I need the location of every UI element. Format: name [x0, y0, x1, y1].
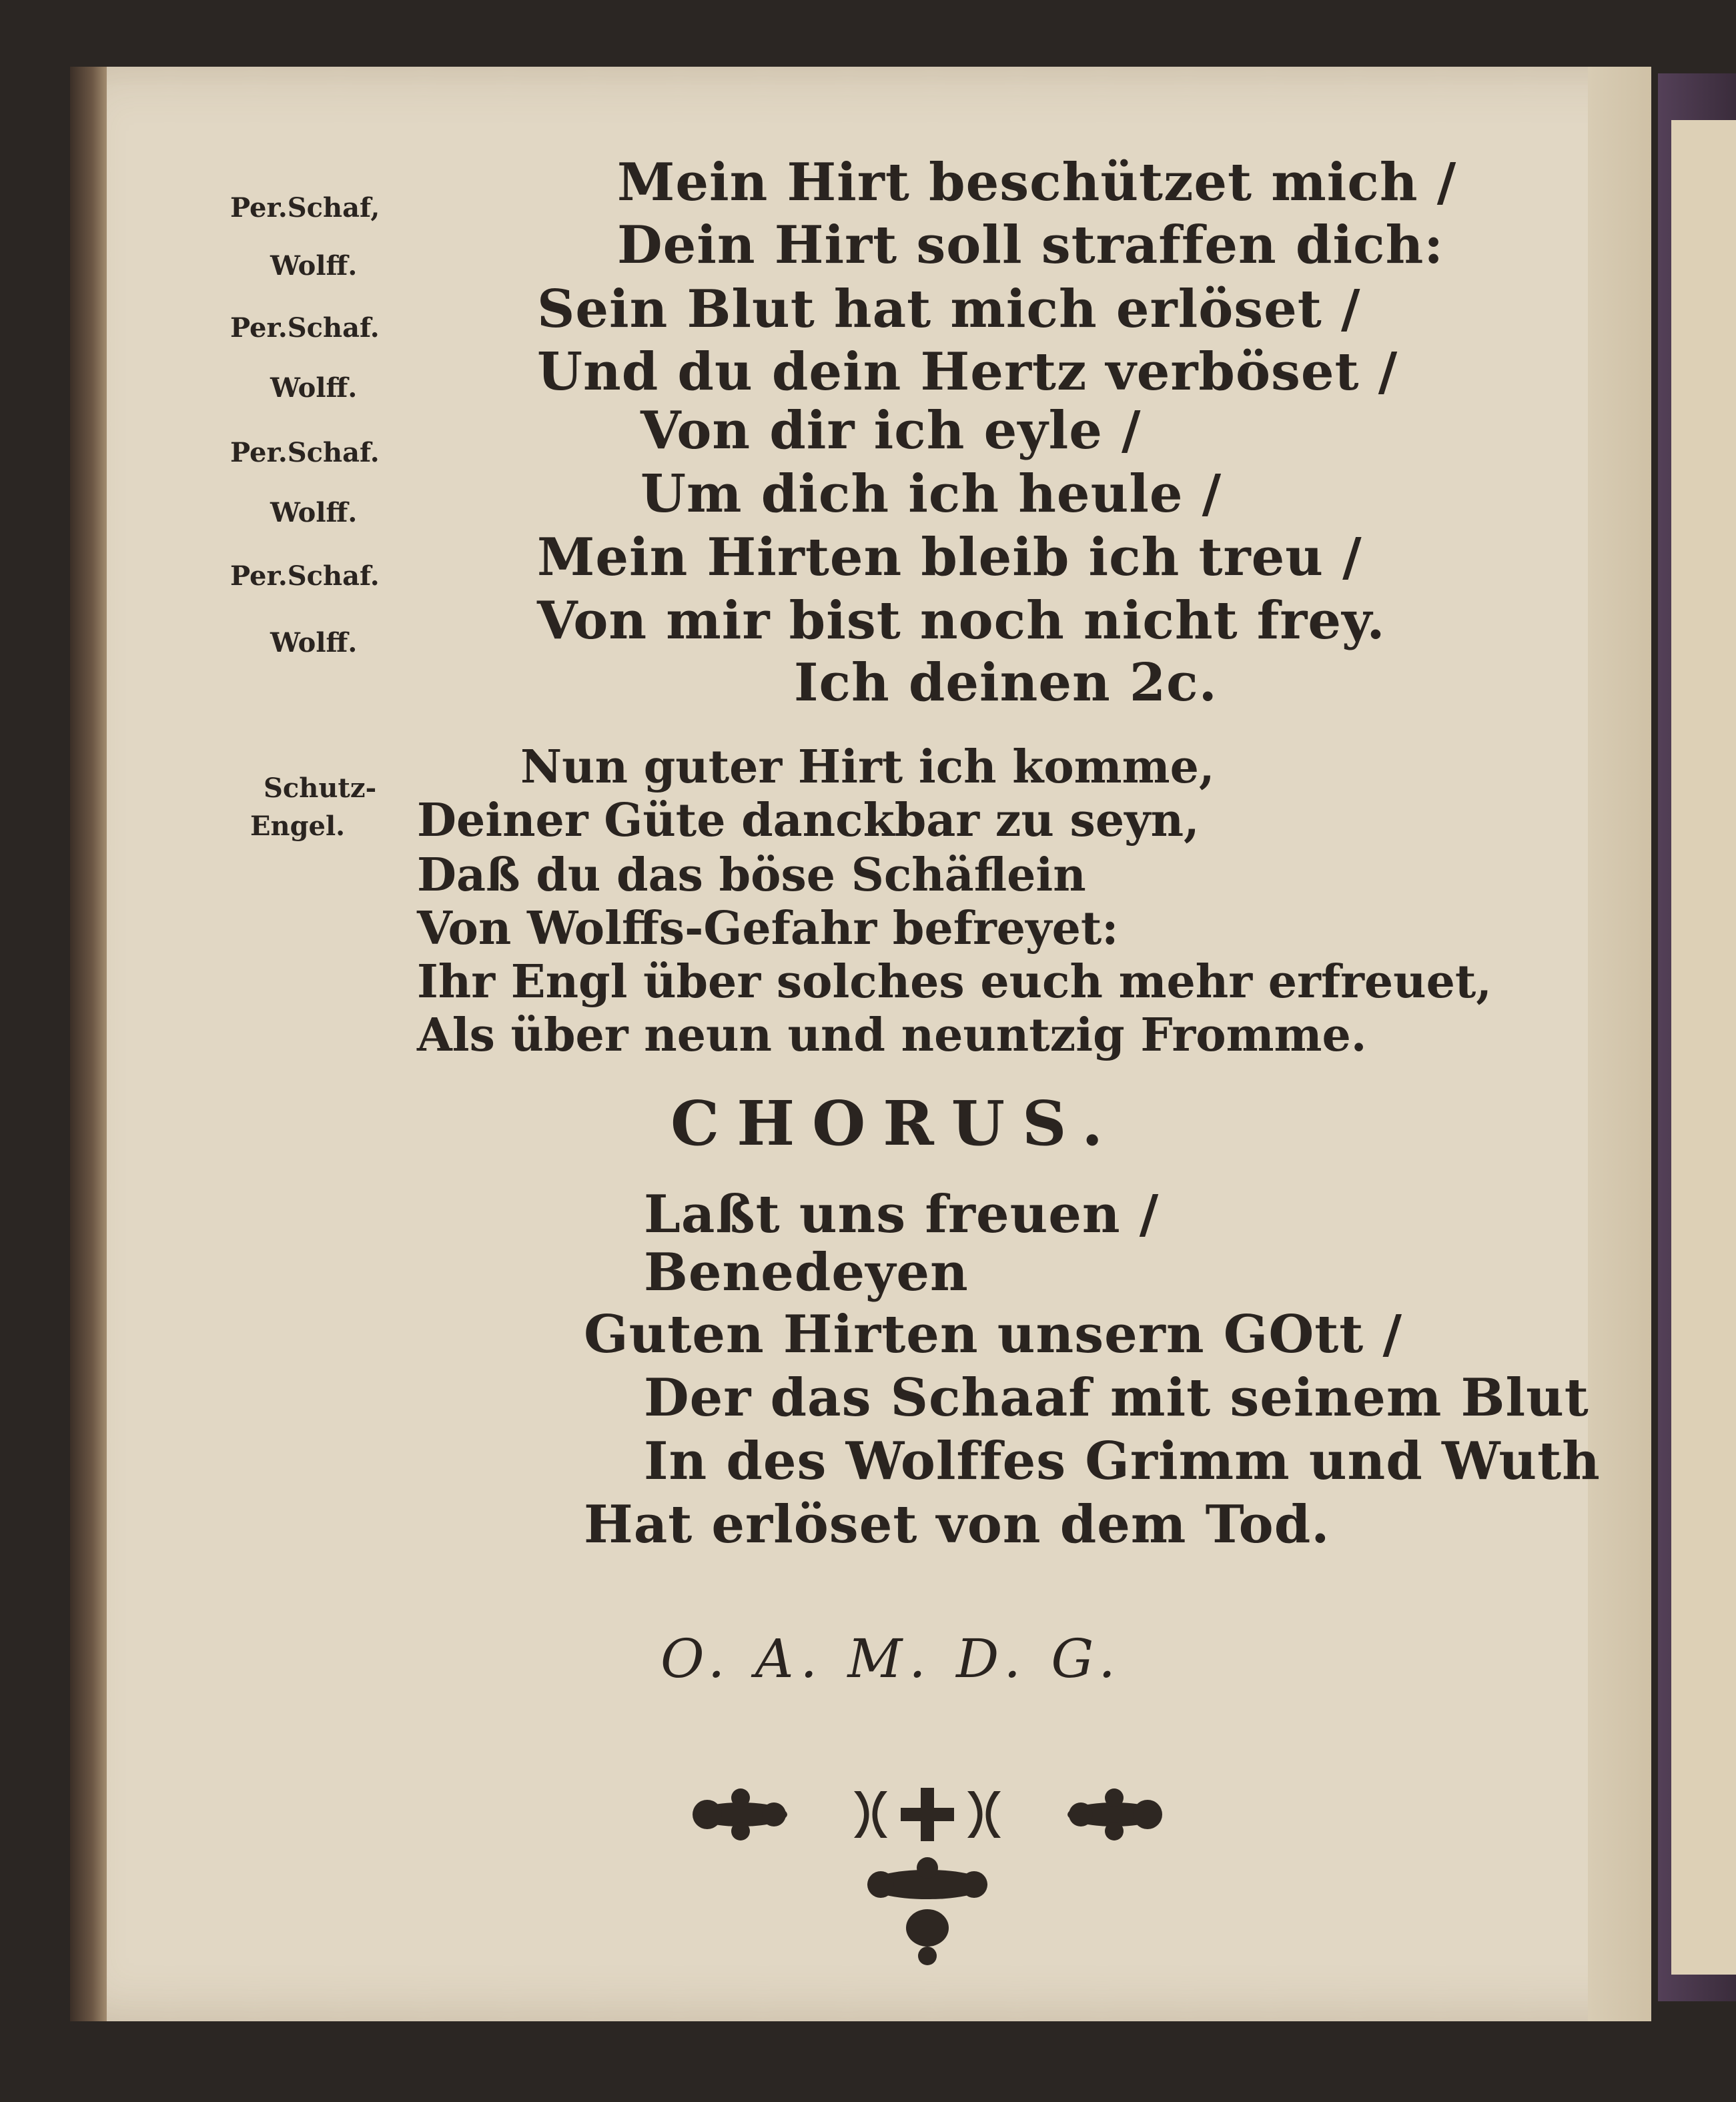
- verse-line: Dein Hirt soll straffen dich:: [617, 215, 1444, 276]
- speaker-label: Per.Schaf.: [230, 312, 380, 344]
- speaker-label: Wolff.: [270, 497, 358, 528]
- chorus-line: Benedeyen: [644, 1242, 969, 1303]
- verse-line: Um dich ich heule /: [640, 464, 1222, 524]
- chorus-line: Hat erlöset von dem Tod.: [584, 1494, 1330, 1555]
- refrain-line: Ich deinen 2c.: [794, 652, 1218, 713]
- verse-line: Mein Hirten bleib ich treu /: [537, 527, 1362, 588]
- speaker-label: Schutz-: [264, 772, 377, 804]
- speaker-label: Engel.: [250, 811, 346, 842]
- chorus-line: In des Wolffes Grimm und Wuth: [644, 1431, 1601, 1492]
- book-spine: [70, 67, 107, 2021]
- closing-dedication: O. A. M. D. G.: [661, 1628, 1122, 1690]
- verse-line: Und du dein Hertz verböset /: [537, 342, 1398, 402]
- verse-line: Von dir ich eyle /: [640, 400, 1142, 461]
- printers-ornament: [687, 1761, 1168, 1968]
- verse-line: Sein Blut hat mich erlöset /: [537, 279, 1361, 340]
- verse-line: Nun guter Hirt ich komme,: [520, 740, 1215, 794]
- next-leaf-paper: [1671, 120, 1736, 1975]
- verse-line: Deiner Güte danckbar zu seyn,: [417, 794, 1200, 847]
- verse-line: Ihr Engl über solches euch mehr erfreuet,: [417, 955, 1492, 1009]
- chorus-line: Der das Schaaf mit seinem Blut: [644, 1368, 1589, 1428]
- speaker-label: Per.Schaf.: [230, 437, 380, 468]
- verse-line: Von Wolffs-Gefahr befreyet:: [417, 902, 1119, 955]
- speaker-label: Wolff.: [270, 627, 358, 658]
- chorus-line: Guten Hirten unsern GOtt /: [584, 1304, 1402, 1365]
- verse-line: Mein Hirt beschützet mich /: [617, 152, 1457, 213]
- verse-line: Von mir bist noch nicht frey.: [537, 590, 1386, 651]
- chorus-heading: CHORUS.: [671, 1087, 1121, 1159]
- page-fold: [1588, 67, 1651, 2021]
- chorus-line: Laßt uns freuen /: [644, 1184, 1160, 1245]
- speaker-label: Per.Schaf.: [230, 560, 380, 592]
- speaker-label: Wolff.: [270, 372, 358, 404]
- speaker-label: Wolff.: [270, 250, 358, 282]
- verse-line: Als über neun und neuntzig Fromme.: [417, 1009, 1367, 1062]
- speaker-label: Per.Schaf,: [230, 192, 380, 223]
- verse-line: Daß du das böse Schäflein: [417, 849, 1086, 902]
